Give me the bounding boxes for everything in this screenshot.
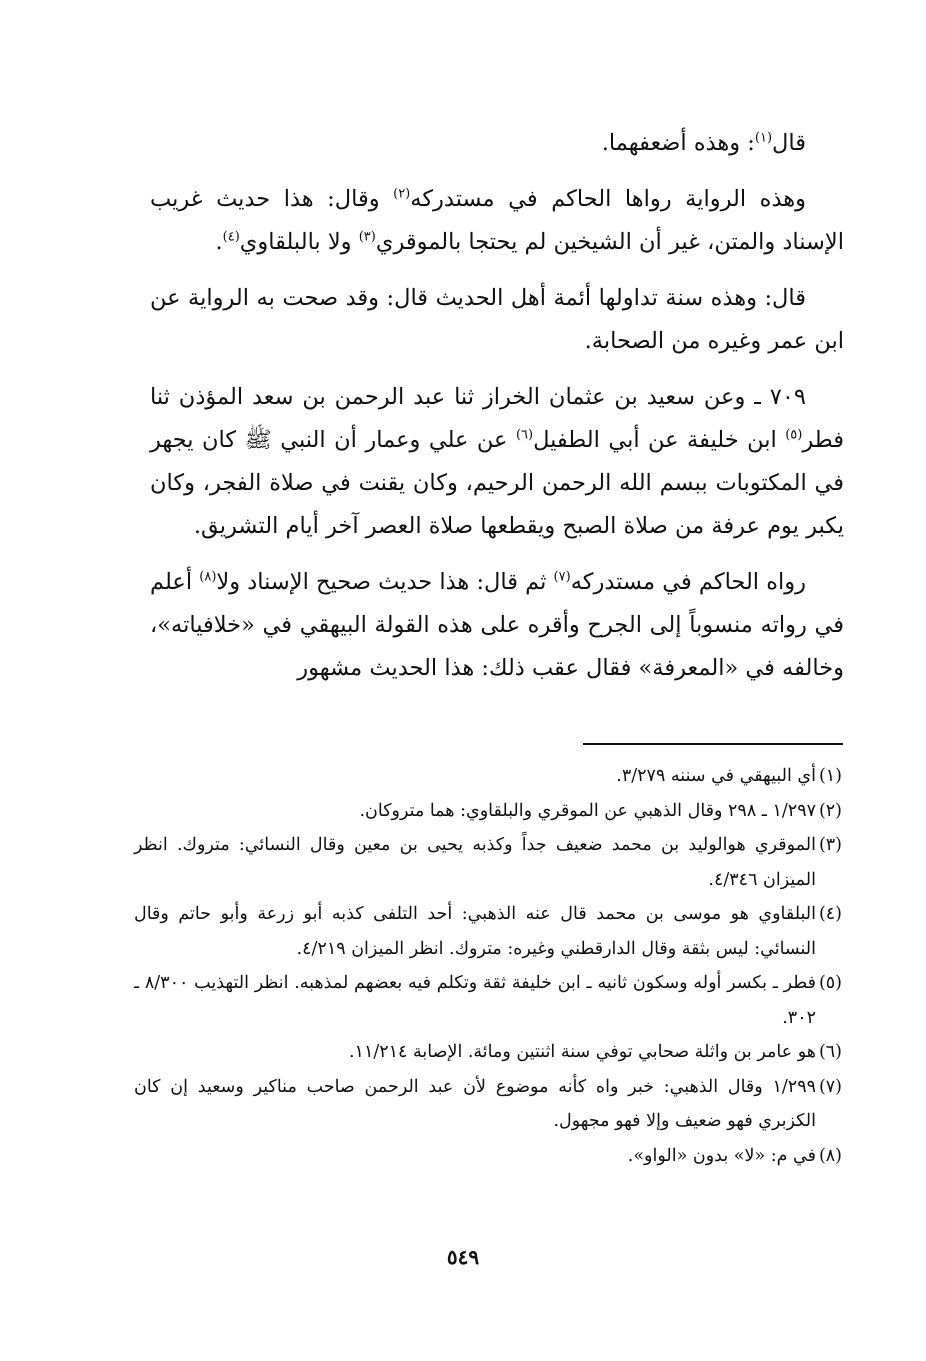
footnote-divider (583, 743, 843, 745)
footnote-number: (٥) (818, 973, 842, 993)
footnote-ref: (٧) (553, 569, 571, 585)
footnotes (134, 759, 842, 1173)
footnote-8 (134, 1139, 842, 1174)
footnote-number: (٣) (818, 835, 842, 855)
text-span: وقال: هذا حديث غريب الإسناد والمتن، غير أن الشيخين لم يحتجا بالموقري (150, 186, 844, 255)
footnote-text: أي البيهقي في سننه ٣/٢٧٩. (616, 766, 816, 786)
footnote-ref: (٢) (393, 186, 411, 202)
paragraph-1 (150, 122, 844, 165)
text-span: قال (772, 130, 806, 156)
paragraph-4 (150, 376, 844, 548)
footnote-number: (٨) (818, 1145, 842, 1166)
text-span: ابن خليفة عن أبي الطفيل (533, 427, 786, 453)
footnote-text: هو عامر بن واثلة صحابي توفي سنة اثنتين ومائة. الإصابة ١١/٢١٤. (348, 1042, 816, 1062)
footnote-ref: (١) (754, 130, 773, 146)
footnote-text: فطر ـ بكسر أوله وسكون ثانيه ـ ابن خليفة ثقة وتكلم فيه بعضهم لمذهبه. انظر التهذيب ٨/٣٠٠ ـ ٣٠٢. (134, 973, 816, 1028)
footnote-text: في م: «لا» بدون «الواو». (627, 1145, 816, 1166)
footnote-ref: (٤) (222, 229, 240, 245)
footnote-4 (134, 897, 842, 966)
text-span: ثم قال: هذا حديث صحيح الإسناد ولا (216, 569, 554, 595)
footnote-ref: (٦) (515, 427, 534, 443)
text-span: ولا بالبلقاوي (239, 229, 359, 255)
main-text (150, 122, 844, 703)
paragraph-2 (150, 178, 844, 264)
footnote-number: (٢) (818, 800, 842, 821)
footnote-number: (٦) (818, 1042, 842, 1062)
footnote-2 (134, 794, 842, 829)
footnote-ref: (٣) (358, 229, 376, 245)
footnote-ref: (٥) (785, 427, 803, 443)
text-span: ٧٠٩ ـ وعن سعيد بن عثمان الخراز ثنا عبد الرحمن بن سعد المؤذن ثنا فطر (150, 384, 844, 453)
text-span: : وهذه أضعفهما. (601, 130, 755, 156)
text-span: وهذه الرواية رواها الحاكم في مستدركه (410, 186, 806, 212)
footnote-text: البلقاوي هو موسى بن محمد قال عنه الذهبي: أحد التلفى كذبه أبو زرعة وأبو حاتم وقال النسائي: ليس بثقة وقال الدارقطني وغيره: متروك. انظر الميزان ٤/٢١٩. (134, 904, 816, 959)
footnote-3 (134, 828, 842, 897)
footnote-5 (134, 966, 842, 1035)
page-number: ٥٤٩ (446, 1245, 480, 1269)
paragraph-3 (150, 277, 844, 363)
footnote-number: (٧) (818, 1076, 842, 1097)
footnote-1 (134, 759, 842, 794)
text-span: قال: وهذه سنة تداولها أئمة أهل الحديث قال: وقد صحت به الرواية عن ابن عمر وغيره من الصحابة. (150, 285, 844, 354)
footnote-number: (١) (818, 766, 842, 786)
footnote-6 (134, 1035, 842, 1070)
footnote-text: ١/٢٩٩ وقال الذهبي: خبر واه كأنه موضوع لأن عبد الرحمن صاحب مناكير وسعيد إن كان الكزبري فهو ضعيف وإلا فهو مجهول. (134, 1076, 816, 1131)
text-span: عن علي وعمار أن النبي ﷺ كان يجهر في المكتوبات ببسم الله الرحمن الرحيم، وكان يقنت في صلاة الفجر، وكان يكبر يوم عرفة من صلاة الصبح ويقطعها صلاة العصر آخر أيام التشريق. (150, 427, 844, 539)
footnote-ref: (٨) (199, 569, 217, 585)
footnote-number: (٤) (818, 904, 842, 924)
text-span: . (215, 229, 223, 255)
footnote-text: ١/٢٩٧ ـ ٢٩٨ وقال الذهبي عن الموقري والبلقاوي: هما متروكان. (359, 800, 816, 821)
text-span: أعلم في رواته منسوباً إلى الجرح وأقره على هذه القولة البيهقي في «خلافياته»، وخالفه في «المعرفة» فقال عقب ذلك: هذا الحديث مشهور (150, 569, 844, 681)
paragraph-5 (150, 561, 844, 690)
text-span: رواه الحاكم في مستدركه (570, 569, 806, 595)
footnote-text: الموقري هوالوليد بن محمد ضعيف جداً وكذبه يحيى بن معين وقال النسائي: متروك. انظر الميزان ٤/٣٤٦. (134, 835, 816, 890)
footnote-7 (134, 1070, 842, 1139)
